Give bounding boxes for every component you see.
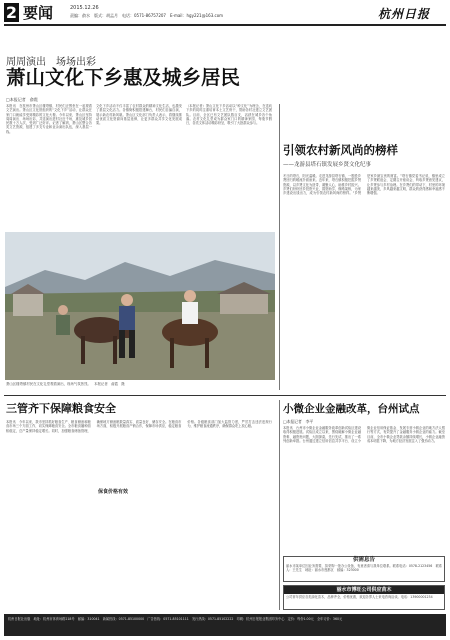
- lead-body-col2: 文化下乡活动不仅丰富了农村群众的精神文化生活，也激发了基层文化活力。各镇街积极搭建舞台，村民们自编自演，展示新农村新风貌。萧山区文化部门负责人表示，将继续推动优质文化资源向基层延伸，让更多群众共享文化发展成果。: [96, 104, 182, 126]
- finance-body: 本报讯 台州市小微企业金融服务改革创新试验区建设取得积极进展。试验区成立以来，围绕破解小微企业融资难、融资贵问题，大胆探索，先行先试，推出了一系列创新举措。台州通过建立信用信息共享平台、设立小微企业信用保证基金、发展专营小微企业的地方法人银行等方式，有效提升了金融服务小微企业的能力。截至目前，全市小微企业贷款余额持续增长，小微企业融资成本明显下降，为地方经济发展注入了强劲动力。: [283, 426, 445, 443]
- finance-byline: □本报记者 李平: [283, 419, 314, 424]
- lead-body-col3: （本报记者）萧山文化下乡活动以“种文化”为理念，在送戏下乡的同时注重培育本土文艺骨干，帮助各村社建立文艺团队。目前，全区已有文艺团队数百支，活跃在城乡各个角落。农村文化礼堂成为群众家门口的精神家园，每逢节假日，各类文体活动精彩纷呈，吸引了大批群众参与。: [186, 104, 272, 126]
- issue-date: 2015.12.26: [70, 5, 99, 11]
- right-headline: 引领农村新风尚的榜样: [283, 143, 398, 157]
- lead-photo: [5, 232, 275, 380]
- supply-notice-text: 丽水市某单位因业务需要，拟采购一批办公设备，有意者请与我单位联系。联系电话：0578-2123456 联系人：王先生 地址：丽水市莲都区 邮编：323000: [286, 564, 442, 573]
- nursery-ad: [283, 585, 445, 610]
- supply-notice-title: 供需息告: [352, 557, 375, 563]
- masthead-rule: [4, 24, 446, 26]
- paper-logo: 杭州日报: [378, 7, 431, 21]
- page-number: 2: [5, 3, 18, 22]
- grain-subhead: 保食价格有效: [98, 489, 129, 495]
- editor-line: 责编：俞水 版式：胡孟月 电话：0571-86757207 E-mail：hgy221@163.com: [70, 13, 224, 18]
- right-subhead: ——龙游县塔石镇发展乡贤文化纪事: [283, 162, 372, 168]
- grain-headline: 三管齐下保障粮食安全: [6, 402, 116, 415]
- nursery-ad-title: 丽水市博旺公司供应苗木: [284, 586, 444, 594]
- lead-headline: 萧山文化下乡惠及城乡居民: [6, 66, 241, 89]
- footer-bar: 杭州日报社出版 地址：杭州市体育场路218号 邮编：310041 新闻热线：0571-85100000 广告热线：0571-85101111 发行热线：0571-85102222 印刷：杭州日报报业集团印务中心 定价：每份1.00元 全年订价：360元: [4, 614, 446, 636]
- lead-byline: □本报记者 俞霞: [6, 97, 38, 102]
- lead-photo-image: [5, 232, 275, 380]
- section-name: 要闻: [23, 4, 54, 22]
- lead-photo-caption: 萧山区楼塔镇村民在文化礼堂观看演出，现场气氛热烈。 本报记者 俞霞 摄: [6, 382, 125, 386]
- lead-body-col1: 本报讯 在杭州市萧山区楼塔镇，村民们正围坐在一起观看文艺演出。萧山区文化馆组织的“文化下乡”活动，让群众在家门口就能享受到精彩的文化大餐。今年以来，萧山区坚持周周演出、场场出彩，共送演出进村社近千场，惠及城乡居民数十万人次，受到广泛好评。记者了解到，萧山区整合各类文艺资源，组建了多支专业和业余演出队伍，深入基层一线。: [6, 104, 92, 134]
- col-divider-bottom: [279, 400, 280, 610]
- supply-notice: [283, 556, 445, 582]
- grain-body: 本报讯 今年以来，我市坚持抓好粮食生产、粮食储备和粮食市场三个方面工作，切实保障粮食安全。全市粮食播种面积稳定，总产量保持稳定增长。同时，加强粮食储备管理，确保地方储备粮数量真实、质量良好、储存安全。在粮食市场方面，积极开展粮食产销合作，保障市场供应，稳定粮食价格。各级粮食部门加大监管力度，严厉打击违法违规行为，维护粮食流通秩序，确保群众吃上放心粮。: [6, 420, 272, 433]
- nursery-ad-text: 公司常年供应各类绿化苗木，品种齐全，价格优惠，欢迎各界人士来电咨询洽谈。电话：13900001234: [286, 595, 433, 599]
- lead-kicker: 周周演出 场场出彩: [6, 57, 96, 68]
- col-divider: [279, 104, 280, 390]
- right-body: 冬日的塔石，阳光温暖。走进龙游县塔石镇，一股股乡贤回归的暖流扑面而来。近年来，塔石镇积极挖掘乡贤资源，以乡贤文化为纽带，凝聚人心，助推乡村振兴。乡贤们纷纷回乡投资兴业，捐资助学，修路架桥，为家乡建设出钱出力，成为引领农村新风尚的榜样。“乡贤是家乡最宝贵的财富。”塔石镇党委书记说，镇里成立了乡贤联谊会，定期召开座谈会，听取乡贤意见建议，让乡贤参与乡村治理。在乡贤们的带动下，村里的环境越来越美，乡风越来越文明，群众的获得感和幸福感不断增强。: [283, 174, 445, 196]
- finance-headline: 小微企业金融改革，台州试点: [283, 403, 420, 415]
- section-rule: [4, 395, 446, 396]
